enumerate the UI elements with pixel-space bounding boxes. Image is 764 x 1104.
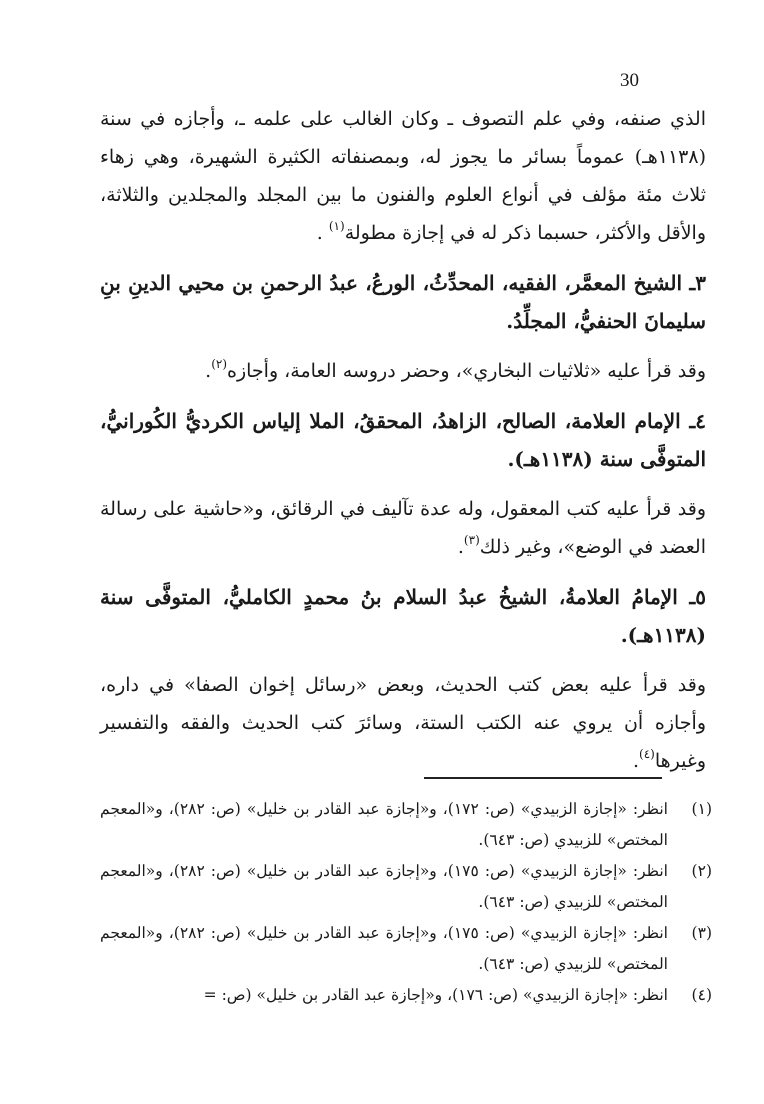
footnote-text: انظر: «إجازة الزبيدي» (ص: ١٧٥)، و«إجازة عبد القادر بن خليل» (ص: ٢٨٢)، و«المعجم المختص» للزبيدي (ص: ٦٤٣). xyxy=(100,862,668,911)
footnote-text: انظر: «إجازة الزبيدي» (ص: ١٧٢)، و«إجازة عبد القادر بن خليل» (ص: ٢٨٢)، و«المعجم المختص» للزبيدي (ص: ٦٤٣). xyxy=(100,800,668,849)
footnote-3 xyxy=(100,918,712,980)
paragraph-5: وقد قرأ عليه كتب المعقول، وله عدة تآليف في الرقائق، و«حاشية على رسالة العضد في الوضع»، وغير ذلك$^{(٣)}$. xyxy=(100,498,706,558)
footnotes xyxy=(100,794,712,1011)
footnote-number: (١) xyxy=(691,800,712,818)
page-number: 30 xyxy=(620,70,639,91)
paragraph-1: الذي صنفه، وفي علم التصوف ـ وكان الغالب على علمه ـ، وأجازه في سنة (١١٣٨هـ) عموماً بسائر ما يجوز له، وبمصنفاته الكثيرة الشهيرة، وهي زهاء ثلاث مئة مؤلف في أنواع العلوم والفنون ما بين المجلد والمجلدين والثلاثة، والأقل والأكثر، حسبما ذكر له في إجازة مطولة$^{(١)}$ . xyxy=(100,108,706,244)
footnote-ref-3[interactable]: (٣) xyxy=(463,533,480,547)
footnote-ref-4[interactable]: (٤) xyxy=(639,747,655,761)
footnote-number: (٣) xyxy=(691,924,712,942)
entry-heading-3: ٣ـ الشيخ المعمَّر، الفقيه، المحدِّثُ، الورعُ، عبدُ الرحمنِ بن محيي الدينِ بنِ سليمانَ الحنفيُّ، المجلِّدُ. xyxy=(100,271,706,333)
body-text xyxy=(100,100,706,792)
footnote-divider xyxy=(424,777,662,779)
footnote-number: (٢) xyxy=(691,862,712,880)
paragraph-7: وقد قرأ عليه بعض كتب الحديث، وبعض «رسائل إخوان الصفا» في داره، وأجازه أن يروي عنه الكتب الستة، وسائرَ كتب الحديث والفقه والتفسير وغيرها$^{(٤)}$. xyxy=(100,674,706,772)
footnote-text: انظر: «إجازة الزبيدي» (ص: ١٧٥)، و«إجازة عبد القادر بن خليل» (ص: ٢٨٢)، و«المعجم المختص» للزبيدي (ص: ٦٤٣). xyxy=(100,924,668,973)
footnote-4 xyxy=(100,980,712,1011)
footnote-ref-1[interactable]: (١) xyxy=(328,219,345,233)
entry-heading-5: ٥ـ الإمامُ العلامةُ، الشيخُ عبدُ السلام بنُ محمدٍ الكامليُّ، المتوفَّى سنة (١١٣٨هـ). xyxy=(100,585,706,647)
footnote-number: (٤) xyxy=(691,986,712,1004)
footnote-1 xyxy=(100,794,712,856)
paragraph-3: وقد قرأ عليه «ثلاثيات البخاري»، وحضر دروسه العامة، وأجازه$^{(٢)}$. xyxy=(205,357,706,382)
footnote-text: انظر: «إجازة الزبيدي» (ص: ١٧٦)، و«إجازة عبد القادر بن خليل» (ص: = xyxy=(203,986,668,1004)
footnote-ref-2[interactable]: (٢) xyxy=(211,357,228,371)
entry-heading-4: ٤ـ الإمام العلامة، الصالح، الزاهدُ، المحققُ، الملا إلياس الكرديُّ الكُورانيُّ، المتوفَّى سنة (١١٣٨هـ). xyxy=(100,409,706,471)
footnote-2 xyxy=(100,856,712,918)
